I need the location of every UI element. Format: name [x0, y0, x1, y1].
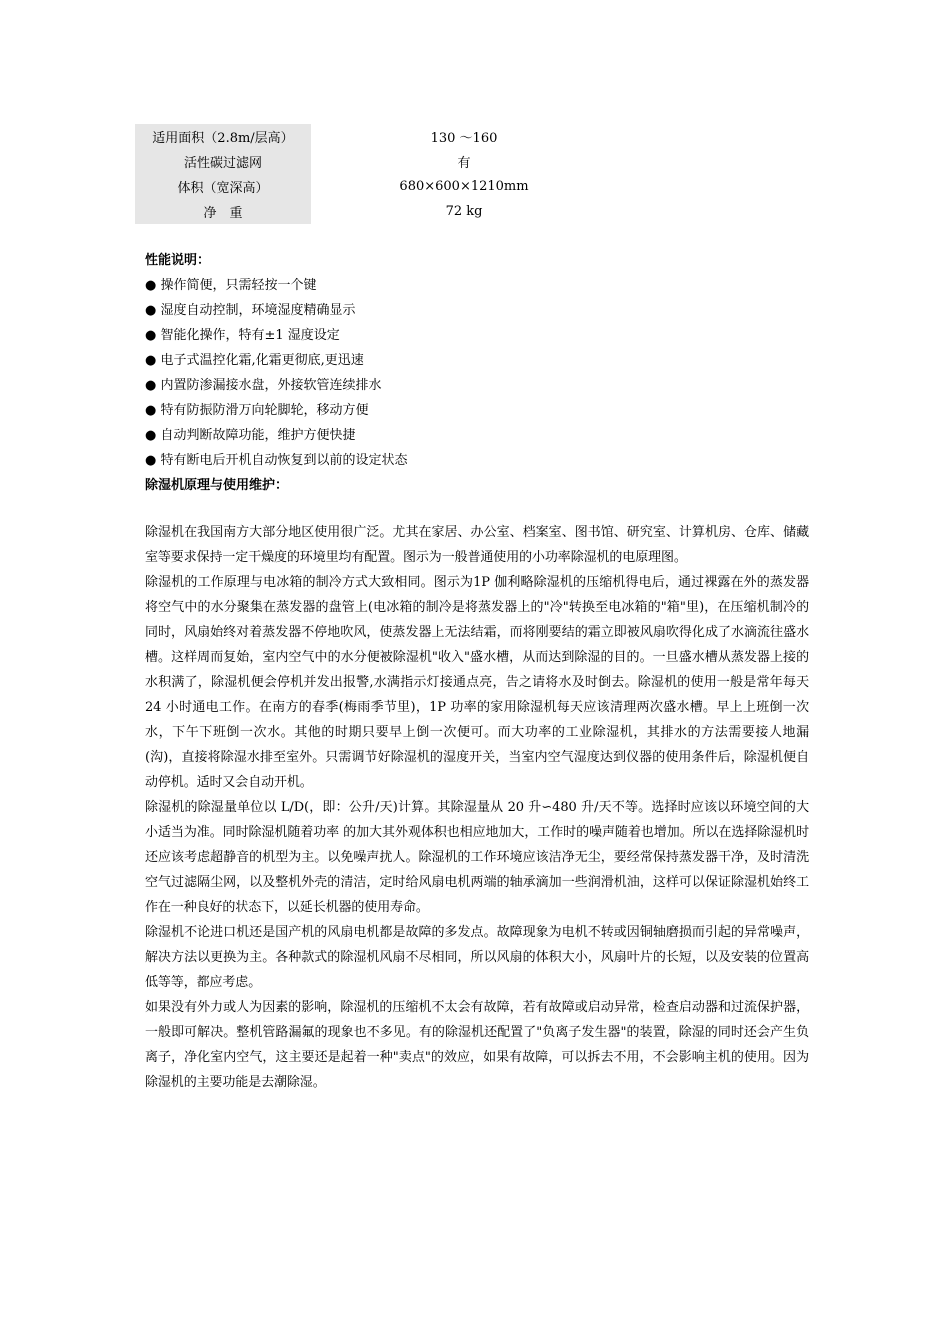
paragraph: 除湿机的工作原理与电冰箱的制冷方式大致相同。图示为1P 伽利略除湿机的压缩机得电后，通过裸露在外的蒸发器将空气中的水分聚集在蒸发器的盘管上(电冰箱的制冷是将蒸发器上的"冷"转换至电冰箱的"箱"里)，在压缩机制冷的同时，风扇始终对着蒸发器不停地吹风，使蒸发器上无法结霜，而将刚要结的霜立即被风扇吹得化成了水滴流往盛水槽。这样周而复始，室内空气中的水分便被除湿机"收入"盛水槽，从而达到除湿的目的。一旦盛水槽从蒸发器上接的水积满了，除湿机便会停机并发出报警,水满指示灯接通点亮，告之请将水及时倒去。除湿机的使用一般是常年每天24 小时通电工作。在南方的春季(梅雨季节里)，1P 功率的家用除湿机每天应该清理两次盛水槽。早上上班倒一次水，下午下班倒一次水。其他的时期只要早上倒一次便可。而大功率的工业除湿机，其排水的方法需要接人地漏(沟)，直接将除湿水排至室外。只需调节好除湿机的湿度开关，当室内空气湿度达到仪器的使用条件后，除湿机便自动停机。适时又会自动开机。 — [145, 575, 809, 790]
spec-label: 体积（宽深高） — [135, 174, 311, 199]
performance-list — [145, 273, 809, 473]
spec-value: 130 ～160 — [430, 131, 498, 146]
bullet-icon: ● — [145, 328, 157, 343]
spec-row — [135, 124, 617, 149]
bullet-icon: ● — [145, 453, 157, 468]
list-item — [145, 323, 809, 348]
paragraph: 如果没有外力或人为因素的影响，除湿机的压缩机不太会有故障，若有故障或启动异常，检查启动器和过流保护器，一般即可解决。整机管路漏氟的现象也不多见。有的除湿机还配置了"负离子发生器"的装置，除湿的同时还会产生负离子，净化室内空气，这主要还是起着一种"卖点"的效应，如果有故障，可以拆去不用，不会影响主机的使用。因为除湿机的主要功能是去潮除湿。 — [145, 1000, 809, 1090]
performance-heading: 性能说明： — [145, 253, 211, 268]
spec-row — [135, 149, 617, 174]
list-item-text: 特有防振防滑万向轮脚轮，移动方便 — [160, 403, 369, 418]
bullet-icon: ● — [145, 428, 157, 443]
paragraph: 除湿机的除湿量单位以 L/D(，即：公升/天)计算。其除湿量从 20 升∽480 升/天不等。选择时应该以环境空间的大小适当为准。同时除湿机随着功率 的加大其外观体积也相应地加大，工作时的噪声随着也增加。所以在选择除湿机时还应该考虑超静音的机型为主。以免噪声扰人。除湿机的工作环境应该洁净无尘，要经常保持蒸发器干净，及时清洗空气过滤隔尘网，以及整机外壳的清洁，定时给风扇电机两端的轴承滴加一些润滑机油，这样可以保证除湿机始终工作在一种良好的状态下，以延长机器的使用寿命。 — [145, 800, 809, 915]
bullet-icon: ● — [145, 353, 157, 368]
list-item-text: 自动判断故障功能，维护方便快捷 — [160, 428, 356, 443]
document-body — [145, 248, 809, 1095]
list-item-text: 内置防渗漏接水盘，外接软管连续排水 — [160, 378, 382, 393]
bullet-icon: ● — [145, 278, 157, 293]
spec-row — [135, 199, 617, 224]
spec-label: 活性碳过滤网 — [135, 149, 311, 174]
principle-heading: 除湿机原理与使用维护： — [145, 478, 289, 493]
list-item — [145, 398, 809, 423]
spec-value: 72 kg — [445, 204, 483, 219]
list-item — [145, 448, 809, 473]
list-item-text: 电子式温控化霜,化霜更彻底,更迅速 — [160, 353, 364, 368]
list-item-text: 特有断电后开机自动恢复到以前的设定状态 — [160, 453, 408, 468]
list-item — [145, 423, 809, 448]
list-item-text: 操作简便，只需轻按一个键 — [160, 278, 317, 293]
paragraph: 除湿机不论进口机还是国产机的风扇电机都是故障的多发点。故障现象为电机不转或因铜轴磨损而引起的异常噪声，解决方法以更换为主。各种款式的除湿机风扇不尽相同，所以风扇的体积大小，风扇叶片的长短，以及安装的位置高低等等，都应考虑。 — [145, 925, 809, 990]
list-item — [145, 373, 809, 398]
spec-label: 适用面积（2.8m/层高） — [135, 124, 311, 149]
spec-value: 有 — [457, 156, 471, 171]
spec-label: 净 重 — [135, 199, 311, 224]
bullet-icon: ● — [145, 378, 157, 393]
list-item — [145, 273, 809, 298]
bullet-icon: ● — [145, 403, 157, 418]
list-item-text: 智能化操作，特有±1 湿度设定 — [160, 328, 340, 343]
paragraph: 除湿机在我国南方大部分地区使用很广泛。尤其在家居、办公室、档案室、图书馆、研究室、计算机房、仓库、储藏室等要求保持一定干燥度的环境里均有配置。图示为一般普通使用的小功率除湿机的电原理图。 — [145, 525, 809, 565]
list-item-text: 湿度自动控制，环境湿度精确显示 — [160, 303, 356, 318]
spec-value: 680×600×1210mm — [399, 179, 529, 194]
spec-table — [135, 124, 617, 224]
spec-row — [135, 174, 617, 199]
list-item — [145, 348, 809, 373]
list-item — [145, 298, 809, 323]
bullet-icon: ● — [145, 303, 157, 318]
